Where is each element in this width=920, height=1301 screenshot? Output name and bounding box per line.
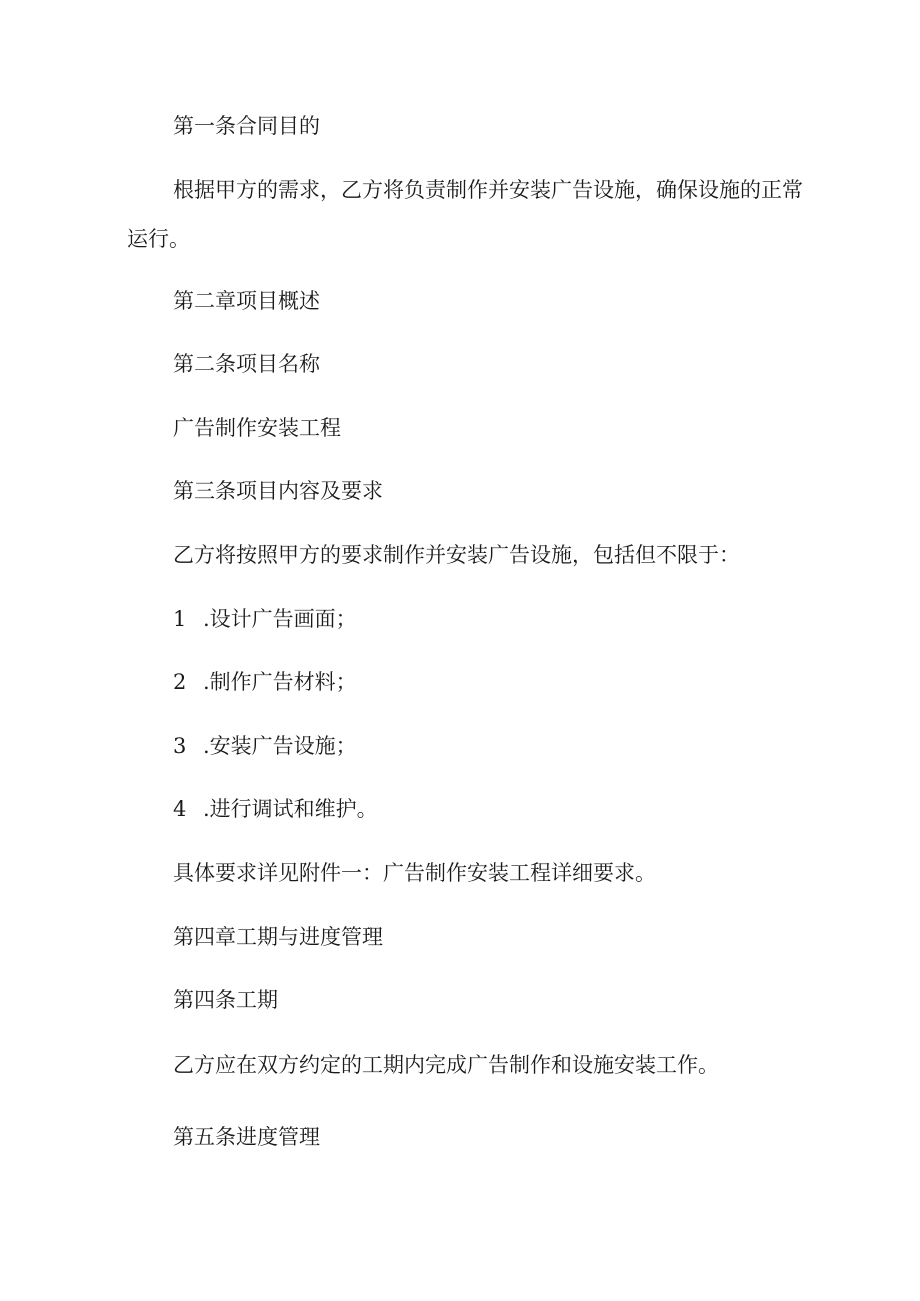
article-4-body: 乙方应在双方约定的工期内完成广告制作和设施安装工作。 (173, 1053, 719, 1077)
article-2-heading: 第二条项目名称 (173, 352, 320, 376)
project-name: 广告制作安装工程 (173, 416, 341, 440)
list-item-number: 1 (173, 607, 187, 631)
article-1-heading: 第一条合同目的 (173, 114, 320, 138)
article-3-body: 乙方将按照甲方的要求制作并安装广告设施，包括但不限于： (173, 543, 740, 567)
article-4-heading: 第四条工期 (173, 988, 278, 1012)
list-item-text: .进行调试和维护。 (203, 797, 378, 821)
article-5-heading: 第五条进度管理 (173, 1125, 320, 1149)
list-item (173, 670, 783, 694)
list-item-number: 2 (173, 670, 187, 694)
article-3-heading: 第三条项目内容及要求 (173, 479, 383, 503)
list-item-number: 3 (173, 734, 187, 758)
article-1-body-line-1: 根据甲方的需求，乙方将负责制作并安装广告设施，确保设施的正常 (173, 178, 803, 202)
chapter-4-heading: 第四章工期与进度管理 (173, 925, 383, 949)
chapter-2-heading: 第二章项目概述 (173, 289, 320, 313)
list-item-number: 4 (173, 797, 187, 821)
list-item (173, 607, 783, 631)
list-item-text: .制作广告材料； (203, 670, 357, 694)
list-item (173, 797, 783, 821)
list-item (173, 734, 783, 758)
article-1-body-line-2: 运行。 (127, 227, 190, 251)
list-item-text: .安装广告设施； (203, 734, 357, 758)
list-item-text: .设计广告画面； (203, 607, 357, 631)
attachment-reference: 具体要求详见附件一：广告制作安装工程详细要求。 (173, 861, 656, 885)
